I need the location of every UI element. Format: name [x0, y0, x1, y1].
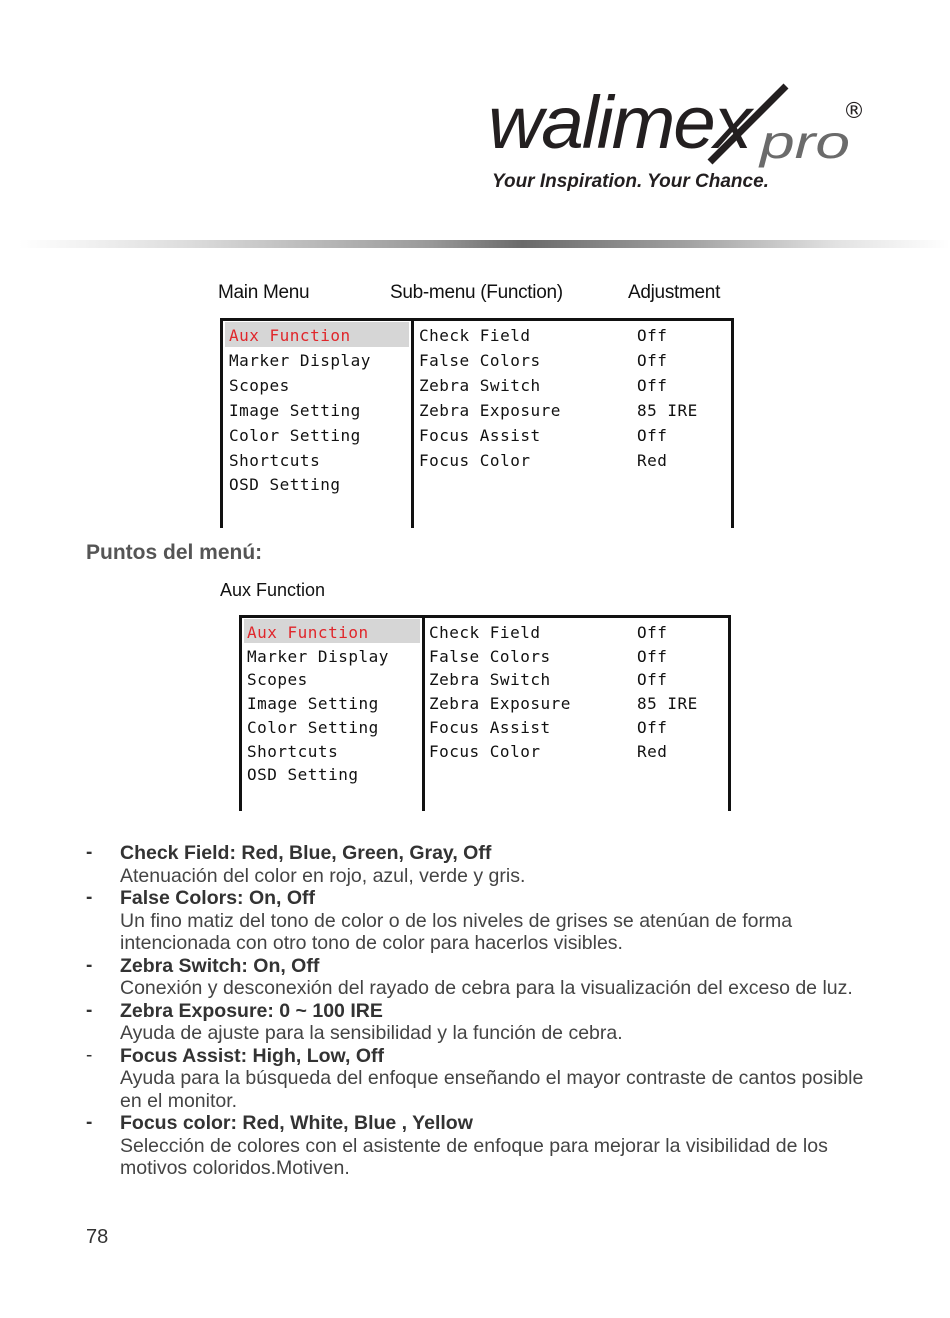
osd-right-border — [731, 318, 734, 528]
osd-column-divider — [411, 318, 414, 528]
osd-menu-screenshot-2 — [239, 615, 731, 811]
osd-value: Off — [637, 623, 668, 642]
bullet-heading: False Colors: On, Off — [120, 887, 316, 909]
logo-pro: pro — [757, 116, 850, 168]
osd-value: Off — [637, 425, 668, 445]
osd-column-divider — [422, 615, 425, 811]
osd-main-item: Aux Function — [229, 326, 351, 345]
bullet-marker: - — [86, 887, 93, 908]
osd-sub-item: Focus Assist — [419, 425, 541, 445]
bullet-marker: - — [86, 1044, 93, 1066]
osd-main-item: Marker Display — [247, 646, 389, 666]
osd-main-item: Scopes — [229, 375, 290, 395]
bullet-description: Conexión y desconexión del rayado de cebra para la visualización del exceso de luz. — [120, 977, 853, 999]
bullet-marker: - — [86, 954, 93, 976]
osd-value: Off — [637, 717, 668, 737]
osd-main-item: Color Setting — [229, 425, 361, 445]
bullet-description: Atenuación del color en rojo, azul, verde y gris. — [120, 864, 526, 887]
osd-sub-item: False Colors — [429, 646, 551, 666]
osd-value: Off — [637, 326, 668, 345]
osd-left-border — [239, 615, 242, 811]
osd-sub-item: Focus Assist — [429, 717, 551, 737]
sub-menu-header: Sub-menu (Function) — [390, 282, 563, 303]
bullet-description: Un fino matiz del tono de color o de los niveles de grises se atenúan de forma intencionada con otro tono de color para hacerlos visibles. — [120, 909, 793, 954]
header-divider — [0, 240, 950, 248]
bullet-description: Ayuda para la búsqueda del enfoque enseñando el mayor contraste de cantos posible en el monitor. — [120, 1067, 864, 1112]
osd-main-item: OSD Setting — [229, 475, 341, 495]
osd-value: Off — [637, 350, 668, 370]
osd-main-item: Aux Function — [247, 623, 369, 642]
osd-sub-item: Zebra Exposure — [429, 694, 571, 714]
osd-main-item: Scopes — [247, 670, 308, 690]
osd-sub-item: False Colors — [419, 350, 541, 370]
registered-mark: ® — [843, 99, 865, 124]
bullet-item — [86, 887, 876, 955]
logo-wordmark: walimex — [488, 82, 756, 164]
section-title: Puntos del menú: — [86, 541, 263, 564]
osd-main-item: Shortcuts — [247, 741, 339, 761]
osd-sub-item: Focus Color — [419, 450, 531, 470]
bullet-list — [86, 842, 876, 1180]
main-menu-header: Main Menu — [218, 282, 310, 303]
bullet-heading: Focus color: Red, White, Blue , Yellow — [120, 1112, 473, 1134]
osd-value: Red — [637, 450, 668, 470]
osd-sub-item: Check Field — [429, 623, 541, 642]
menu-column-headers — [0, 282, 950, 306]
osd-value: 85 IRE — [637, 694, 698, 714]
osd-main-item: Image Setting — [229, 400, 361, 420]
osd-menu-screenshot-1 — [220, 318, 734, 528]
osd-main-item: Image Setting — [247, 694, 379, 714]
bullet-heading: Zebra Switch: On, Off — [120, 954, 320, 977]
bullet-marker: - — [86, 842, 93, 863]
bullet-heading: Check Field: Red, Blue, Green, Gray, Off — [120, 842, 492, 864]
osd-sub-item: Zebra Switch — [419, 375, 541, 395]
adjustment-header: Adjustment — [628, 282, 721, 303]
osd-top-border — [239, 615, 731, 618]
osd-value: Off — [637, 646, 668, 666]
section-subtitle: Aux Function — [220, 580, 326, 600]
osd-value: Off — [637, 670, 668, 690]
page-number: 78 — [86, 1226, 109, 1248]
walimex-pro-logo — [488, 82, 868, 172]
bullet-item — [86, 955, 876, 1000]
bullet-item — [86, 842, 876, 887]
osd-value: Off — [637, 375, 668, 395]
osd-sub-item: Zebra Switch — [429, 670, 551, 690]
osd-main-item: Marker Display — [229, 350, 371, 370]
osd-sub-item: Check Field — [419, 326, 531, 345]
osd-sub-item: Focus Color — [429, 741, 541, 761]
osd-value: 85 IRE — [637, 400, 698, 420]
tagline: Your Inspiration. Your Chance. — [492, 171, 769, 192]
osd-left-border — [220, 318, 223, 528]
osd-top-border — [220, 318, 734, 321]
bullet-heading: Focus Assist: High, Low, Off — [120, 1044, 384, 1067]
osd-main-item: Color Setting — [247, 717, 379, 737]
bullet-marker: - — [86, 999, 93, 1021]
osd-value: Red — [637, 741, 668, 761]
bullet-description: Selección de colores con el asistente de enfoque para mejorar la visibilidad de los motivos coloridos.Motiven. — [120, 1134, 828, 1179]
osd-main-item: Shortcuts — [229, 450, 321, 470]
osd-right-border — [728, 615, 731, 811]
bullet-item — [86, 1045, 876, 1113]
bullet-marker: - — [86, 1112, 93, 1133]
bullet-heading: Zebra Exposure: 0 ~ 100 IRE — [120, 999, 383, 1022]
osd-sub-item: Zebra Exposure — [419, 400, 561, 420]
bullet-item — [86, 1112, 876, 1180]
bullet-description: Ayuda de ajuste para la sensibilidad y la función de cebra. — [120, 1022, 623, 1044]
osd-main-item: OSD Setting — [247, 765, 359, 785]
bullet-item — [86, 1000, 876, 1045]
